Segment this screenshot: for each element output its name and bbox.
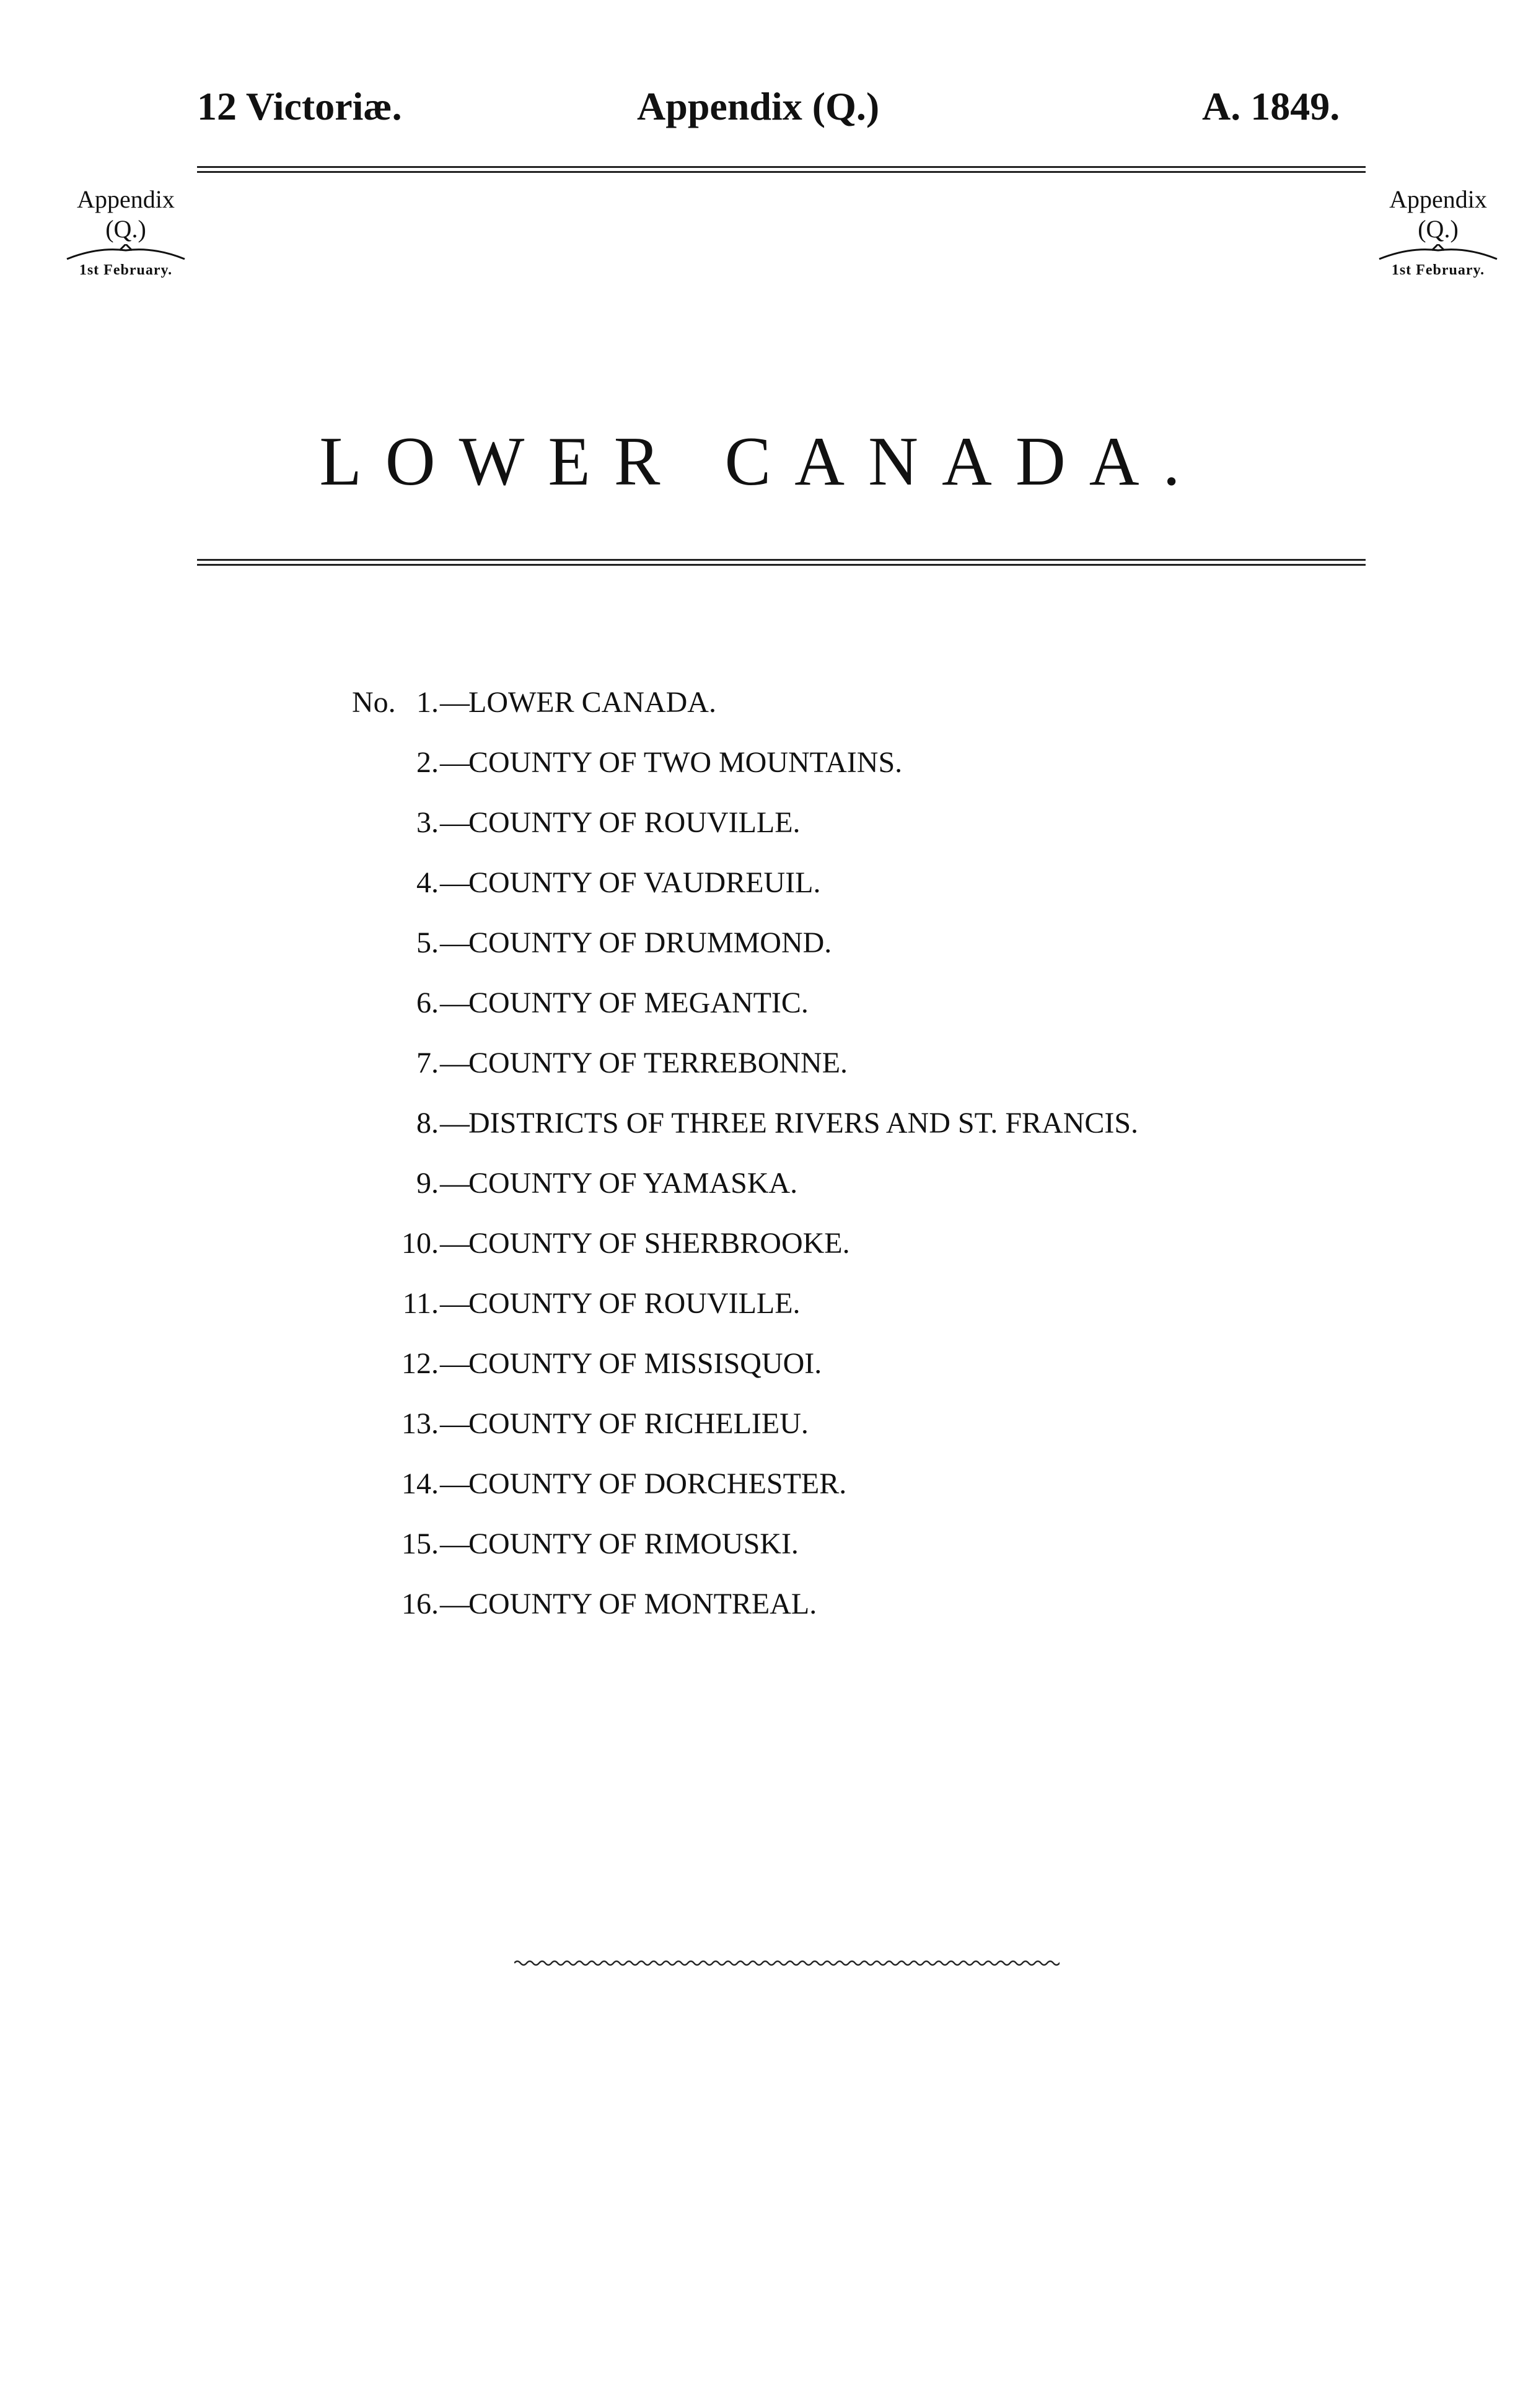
brace-ornament	[1367, 244, 1509, 263]
wavy-rule-ornament	[514, 1957, 1060, 1969]
title-double-rule	[197, 559, 1366, 566]
item-number: 11.	[402, 1287, 439, 1320]
item-title: COUNTY OF TERREBONNE.	[468, 1047, 848, 1079]
margin-note-label: Appendix	[1389, 185, 1487, 213]
list-item	[0, 1582, 1523, 1642]
running-head-left: 12 Victoriæ.	[197, 84, 402, 128]
em-dash: —	[440, 806, 470, 839]
margin-note-date: 1st February.	[1391, 262, 1485, 278]
item-number: 2.	[416, 746, 439, 779]
item-title: COUNTY OF TWO MOUNTAINS.	[468, 746, 903, 779]
item-title: COUNTY OF DORCHESTER.	[468, 1467, 847, 1500]
margin-note-date: 1st February.	[79, 262, 173, 278]
item-title: COUNTY OF MONTREAL.	[468, 1588, 817, 1620]
margin-note-left	[55, 185, 197, 278]
em-dash: —	[440, 1347, 470, 1380]
em-dash: —	[440, 1527, 470, 1560]
list-item	[0, 981, 1523, 1041]
list-item	[0, 861, 1523, 921]
em-dash: —	[440, 686, 470, 719]
list-item	[0, 1462, 1523, 1522]
em-dash: —	[440, 866, 470, 899]
em-dash: —	[440, 1227, 470, 1260]
item-number: 5.	[416, 926, 439, 959]
em-dash: —	[440, 926, 470, 959]
item-title: COUNTY OF MISSISQUOI.	[468, 1347, 822, 1380]
running-head-center: Appendix (Q.)	[637, 84, 880, 128]
page-title: LOWER CANADA.	[319, 423, 1204, 501]
item-number: 12.	[402, 1347, 439, 1380]
header-double-rule	[197, 166, 1366, 173]
item-title: COUNTY OF ROUVILLE.	[468, 1287, 801, 1320]
list-item	[0, 1402, 1523, 1462]
item-number: 4.	[416, 866, 439, 899]
item-number: 8.	[416, 1107, 439, 1140]
contents-lead-label: No.	[352, 686, 396, 719]
item-number: 10.	[402, 1227, 439, 1260]
item-title: COUNTY OF VAUDREUIL.	[468, 866, 821, 899]
item-title: COUNTY OF RICHELIEU.	[468, 1407, 809, 1440]
item-number: 3.	[416, 806, 439, 839]
margin-note-appendix-letter: (Q.)	[105, 215, 146, 243]
em-dash: —	[440, 1107, 470, 1140]
em-dash: —	[440, 1467, 470, 1500]
item-number: 13.	[402, 1407, 439, 1440]
list-item	[0, 801, 1523, 861]
item-title: LOWER CANADA.	[468, 686, 716, 719]
list-item	[0, 1041, 1523, 1101]
em-dash: —	[440, 1588, 470, 1620]
list-item	[0, 921, 1523, 981]
list-item	[0, 1161, 1523, 1221]
em-dash: —	[440, 1287, 470, 1320]
running-head-right: A. 1849.	[1202, 84, 1340, 128]
item-title: COUNTY OF DRUMMOND.	[468, 926, 832, 959]
brace-ornament	[55, 244, 197, 263]
item-number: 7.	[416, 1047, 439, 1079]
item-title: COUNTY OF SHERBROOKE.	[468, 1227, 850, 1260]
item-title: DISTRICTS OF THREE RIVERS AND ST. FRANCIS.	[468, 1107, 1139, 1140]
em-dash: —	[440, 1167, 470, 1200]
list-item	[0, 1221, 1523, 1281]
margin-note-appendix-letter: (Q.)	[1418, 215, 1459, 243]
list-item	[0, 680, 1523, 740]
margin-note-right	[1367, 185, 1509, 278]
item-number: 9.	[416, 1167, 439, 1200]
margin-note-label: Appendix	[77, 185, 175, 213]
contents-list	[0, 680, 1523, 1642]
em-dash: —	[440, 1047, 470, 1079]
item-number: 1.	[416, 686, 439, 719]
item-title: COUNTY OF ROUVILLE.	[468, 806, 801, 839]
list-item	[0, 1342, 1523, 1402]
item-number: 15.	[402, 1527, 439, 1560]
em-dash: —	[440, 746, 470, 779]
item-title: COUNTY OF RIMOUSKI.	[468, 1527, 799, 1560]
list-item	[0, 740, 1523, 801]
item-number: 14.	[402, 1467, 439, 1500]
item-number: 16.	[402, 1588, 439, 1620]
list-item	[0, 1101, 1523, 1161]
item-title: COUNTY OF MEGANTIC.	[468, 986, 809, 1019]
em-dash: —	[440, 986, 470, 1019]
list-item	[0, 1522, 1523, 1582]
em-dash: —	[440, 1407, 470, 1440]
list-item	[0, 1281, 1523, 1342]
item-number: 6.	[416, 986, 439, 1019]
item-title: COUNTY OF YAMASKA.	[468, 1167, 798, 1200]
